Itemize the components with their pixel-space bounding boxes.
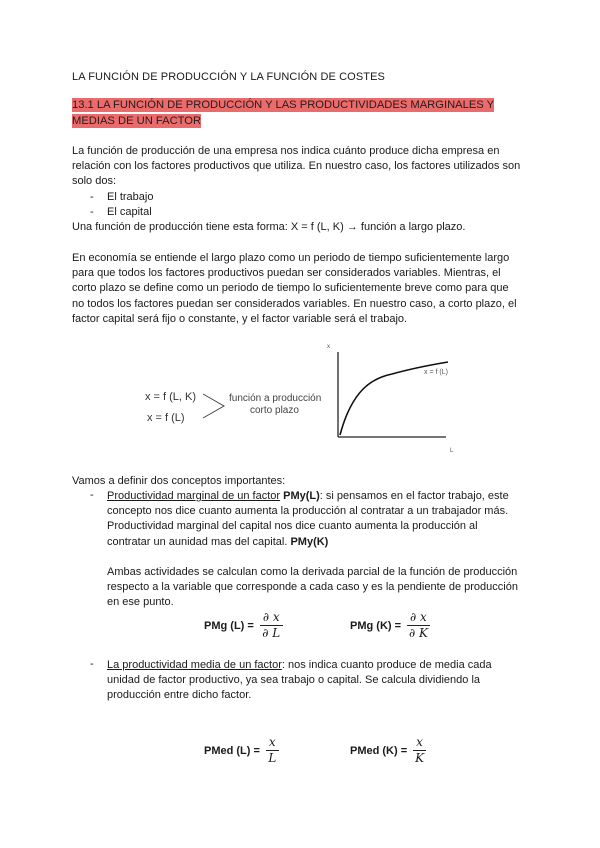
- paragraph-line: concepto nos dice cuanto aumenta la producción al contratar a un trabajador más.: [107, 505, 509, 518]
- marginal-bullet-dash: -: [90, 489, 94, 501]
- long-term-paragraph: [72, 251, 527, 327]
- paragraph-line: respecto a la variable que corresponde a cada caso y es la pendiente de producción: [107, 581, 518, 594]
- formula-label: PMed (K) =: [350, 744, 408, 757]
- section-heading: [72, 98, 497, 129]
- concepts-intro: Vamos a definir dos conceptos importantes:: [72, 475, 286, 487]
- marginal-term: Productividad marginal de un factor: [107, 490, 281, 502]
- paragraph-line: no todos los factores puedan ser considerados variables. En nuestro caso, a corto plazo, el: [72, 297, 517, 310]
- intro-line: solo dos:: [72, 175, 117, 188]
- paragraph-line: para que todos los factores productivos puedan ser considerados variables. Mientras, el: [72, 267, 501, 280]
- formula-denominator: K: [415, 751, 425, 765]
- list-item: - El capital: [90, 206, 152, 219]
- eq-long-term: x = f (L, K): [145, 391, 197, 403]
- formula-label: PMg (L) =: [204, 619, 254, 632]
- formula-numerator: ∂ x: [260, 610, 283, 626]
- paragraph-line: factor capital será fijo o constante, y el factor variable será el trabajo.: [72, 312, 408, 325]
- pmed-k-formula: [350, 735, 426, 766]
- marginal-productivity-block: [107, 489, 527, 550]
- marginal-text: : si pensamos en el factor trabajo, este: [319, 490, 509, 502]
- curve-label: x = f (L): [424, 369, 448, 376]
- paragraph-line: unidad de factor productivo, ya sea trabajo o capital. Se calcula dividiendo la: [107, 674, 481, 687]
- pmg-l-formula: [204, 610, 283, 641]
- paragraph-line: corto plazo se define como un periodo de tiempo lo suficientemente breve como para que: [72, 282, 509, 295]
- pmed-l-formula: [204, 735, 279, 766]
- formula-numerator: x: [266, 735, 279, 751]
- average-text: : nos indica cuanto produce de media cada: [281, 659, 492, 671]
- intro-line: relación con los factores productivos que utiliza. En nuestro caso, los factores utilizados son: [72, 160, 521, 173]
- eq-short-term: x = f (L): [147, 412, 185, 424]
- paragraph-line: Productividad marginal del capital nos dice cuanto aumenta la producción al: [107, 520, 478, 533]
- formula-denominator: ∂ L: [262, 626, 281, 640]
- pmg-k-formula: [350, 610, 430, 641]
- paragraph-line: En economía se entiende el largo plazo como un periodo de tiempo suficientemente largo: [72, 252, 510, 264]
- function-form-line: Una función de producción tiene esta forma: X = f (L, K) → función a largo plazo.: [72, 221, 466, 233]
- pmy-k-symbol: PMy(K): [290, 535, 329, 548]
- average-term: La productividad media de un factor: [107, 659, 282, 671]
- paragraph-line: Ambas actividades se calculan como la derivada parcial de la función de producción: [107, 566, 518, 578]
- formula-denominator: L: [268, 751, 277, 765]
- production-diagram: [0, 330, 600, 460]
- formula-label: PMg (K) =: [350, 619, 402, 632]
- formula-numerator: ∂ x: [407, 610, 430, 626]
- diagram-label-1: función a producción: [229, 393, 322, 404]
- paragraph-line: producción entre dicho factor.: [107, 689, 252, 702]
- formula-label: PMed (L) =: [204, 744, 260, 757]
- document-title: LA FUNCIÓN DE PRODUCCIÓN Y LA FUNCIÓN DE COSTES: [72, 71, 385, 83]
- calculation-paragraph: [107, 565, 527, 611]
- x-axis-label: L: [450, 448, 454, 454]
- diagram-label-2: corto plazo: [250, 405, 299, 416]
- intro-line: La función de producción de una empresa nos indica cuánto produce dicha empresa en: [72, 145, 500, 157]
- paragraph-line: en ese punto.: [107, 596, 174, 609]
- chevron-arrow-icon: [203, 394, 224, 418]
- formula-denominator: ∂ K: [408, 626, 428, 640]
- average-productivity-block: [107, 658, 527, 704]
- list-item: - El trabajo: [90, 191, 154, 203]
- formula-numerator: x: [413, 735, 426, 751]
- media-bullet-dash: -: [90, 658, 94, 670]
- section-heading-text: 13.1 LA FUNCIÓN DE PRODUCCIÓN Y LAS PRODUCTIVIDADES MARGINALES Y MEDIAS DE UN FACTOR: [72, 99, 495, 127]
- pmy-l-symbol: PMy(L): [283, 490, 320, 502]
- factor-list: [90, 190, 290, 220]
- paragraph-line: contratar un aunidad mas del capital.: [107, 535, 288, 548]
- intro-paragraph: [72, 144, 527, 190]
- y-axis-label: x: [327, 344, 330, 350]
